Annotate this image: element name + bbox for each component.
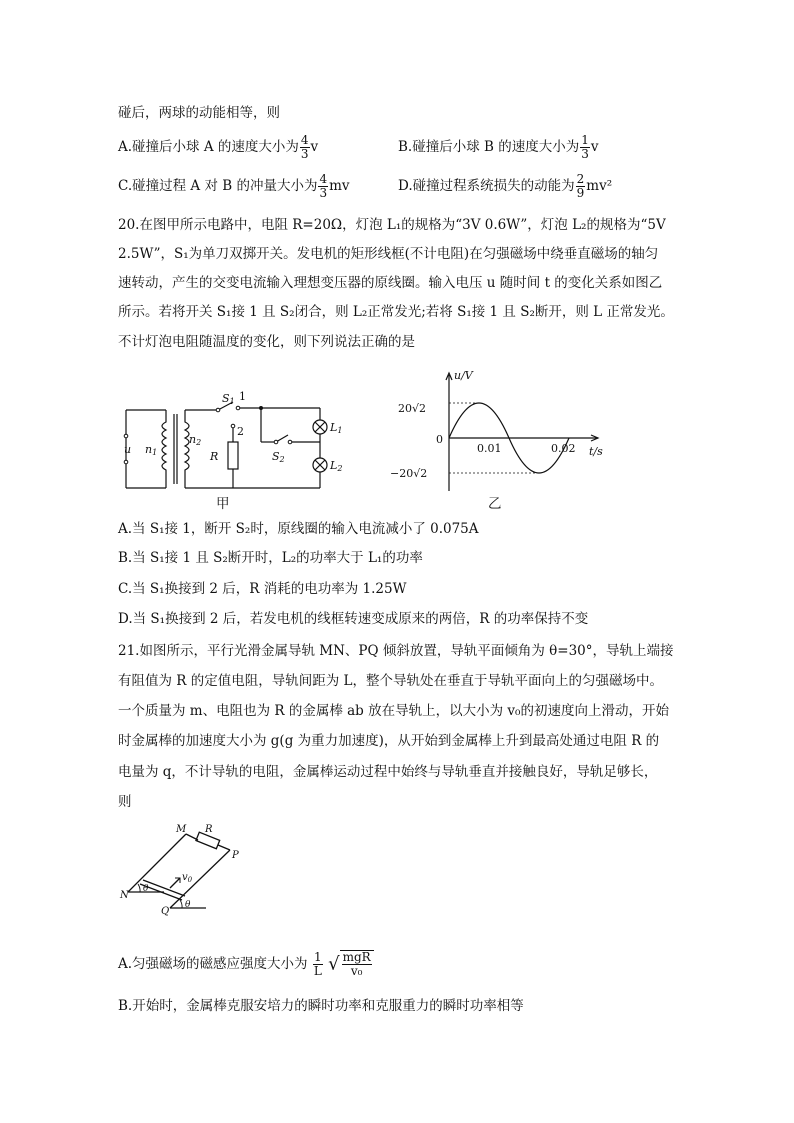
q19-option-a: A.碰撞后小球 A 的速度大小为 $\frac{4}{3}$ v — [118, 133, 319, 161]
inclined-rails-diagram — [118, 822, 248, 924]
q20-option-c: C.当 S₁换接到 2 后，R 消耗的电功率为 1.25W — [118, 581, 407, 597]
svg-text:θ: θ — [143, 884, 149, 894]
q19-option-c: C.碰撞过程 A 对 B 的冲量大小为 $\frac{4}{3}$ mv — [118, 172, 350, 200]
fraction: $\frac{1}{L}$ — [313, 950, 322, 978]
q21-stem-line-6: 则 — [118, 794, 132, 810]
label-u: u — [124, 443, 132, 456]
q21-stem-line-4: 时金属棒的加速度大小为 g(g 为重力加速度)，从开始到金属棒上升到最高处通过电阻 R 的 — [118, 733, 660, 749]
svg-text:u/V: u/V — [454, 369, 473, 382]
fraction: $\frac{4}{3}$ — [300, 133, 309, 161]
intro-line: 碰后，两球的动能相等，则 — [118, 105, 280, 121]
q20-option-a: A.当 S₁接 1，断开 S₂时，原线圈的输入电流减小了 0.075A — [118, 521, 479, 537]
q21-option-a: A.匀强磁场的磁感应强度大小为 $\frac{1}{L}$ √ $\frac{\text{mgR}}{\text{v₀}}$ — [118, 950, 374, 978]
q19-option-b: B.碰撞后小球 B 的速度大小为 $\frac{1}{3}$ v — [398, 133, 599, 161]
svg-text:θ: θ — [185, 900, 191, 910]
svg-text:S2: S2 — [272, 450, 285, 464]
svg-text:0: 0 — [436, 433, 443, 446]
svg-text:1: 1 — [239, 390, 246, 403]
svg-text:2: 2 — [237, 425, 244, 438]
svg-text:n2: n2 — [189, 433, 202, 447]
fraction: $\frac{4}{3}$ — [319, 172, 328, 200]
svg-text:v0: $v_0$ — [182, 872, 193, 884]
q20-stem-line-2: 2.5W”，S₁为单刀双掷开关。发电机的矩形线框(不计电阻)在匀强磁场中绕垂直磁场的轴匀 — [118, 246, 659, 262]
svg-text:L2: L2 — [330, 459, 343, 473]
label-r: R — [210, 450, 219, 463]
figure-caption-jia: 甲 — [216, 496, 230, 512]
radicand: $\frac{\text{mgR}}{\text{v₀}}$ — [340, 950, 374, 978]
q21-stem-line-1: 21.如图所示，平行光滑金属导轨 MN、PQ 倾斜放置，导轨平面倾角为 θ=30°，导轨上端接 — [118, 643, 674, 659]
q20-option-d: D.当 S₁换接到 2 后，若发电机的线框转速变成原来的两倍，R 的功率保持不变 — [118, 611, 589, 627]
q20-stem-line-4: 所示。若将开关 S₁接 1 且 S₂闭合，则 L₂正常发光;若将 S₁接 1 且 S₂断开，则 L 正常发光。 — [118, 304, 674, 320]
voltage-graph-yi — [383, 365, 613, 495]
q21-stem-line-3: 一个质量为 m、电阻也为 R 的金属棒 ab 放在导轨上，以大小为 v₀的初速度向上滑动，开始 — [118, 703, 669, 719]
sqrt-symbol: √ — [328, 953, 340, 975]
svg-text:−20√2: −20√2 — [390, 467, 428, 480]
q20-option-b: B.当 S₁接 1 且 S₂断开时，L₂的功率大于 L₁的功率 — [118, 550, 423, 566]
figure-caption-yi: 乙 — [488, 496, 502, 512]
q19-option-d: D.碰撞过程系统损失的动能为 $\frac{2}{9}$ mv² — [398, 172, 613, 200]
svg-text:t/s: t/s — [589, 445, 603, 458]
svg-text:Q: Q — [161, 906, 170, 917]
q21-option-b: B.开始时，金属棒克服安培力的瞬时功率和克服重力的瞬时功率相等 — [118, 998, 524, 1014]
q20-stem-line-1: 20.在图甲所示电路中，电阻 R=20Ω，灯泡 L₁的规格为“3V 0.6W”，灯泡 L₂的规格为“5V — [118, 217, 666, 233]
svg-text:N: N — [120, 890, 129, 901]
svg-text:P: P — [232, 850, 239, 861]
svg-text:S1: S1 — [222, 392, 235, 406]
q21-stem-line-2: 有阻值为 R 的定值电阻，导轨间距为 L，整个导轨处在垂直于导轨平面向上的匀强磁场中。 — [118, 673, 664, 689]
fraction: $\frac{1}{3}$ — [581, 133, 589, 161]
q21-stem-line-5: 电量为 q，不计导轨的电阻，金属棒运动过程中始终与导轨垂直并接触良好，导轨足够长， — [118, 764, 658, 780]
q20-stem-line-5: 不计灯泡电阻随温度的变化，则下列说法正确的是 — [118, 334, 415, 350]
fraction: $\frac{2}{9}$ — [576, 172, 585, 200]
svg-text:0.01: 0.01 — [477, 442, 502, 455]
svg-text:n1: n1 — [145, 443, 158, 457]
svg-text:20√2: 20√2 — [398, 402, 427, 415]
q20-stem-line-3: 速转动，产生的交变电流输入理想变压器的原线圈。输入电压 u 随时间 t 的变化关系如图乙 — [118, 275, 663, 291]
svg-text:0.02: 0.02 — [551, 442, 576, 455]
svg-text:L1: L1 — [330, 421, 343, 435]
svg-text:R: R — [205, 824, 213, 835]
svg-text:M: M — [176, 824, 187, 835]
